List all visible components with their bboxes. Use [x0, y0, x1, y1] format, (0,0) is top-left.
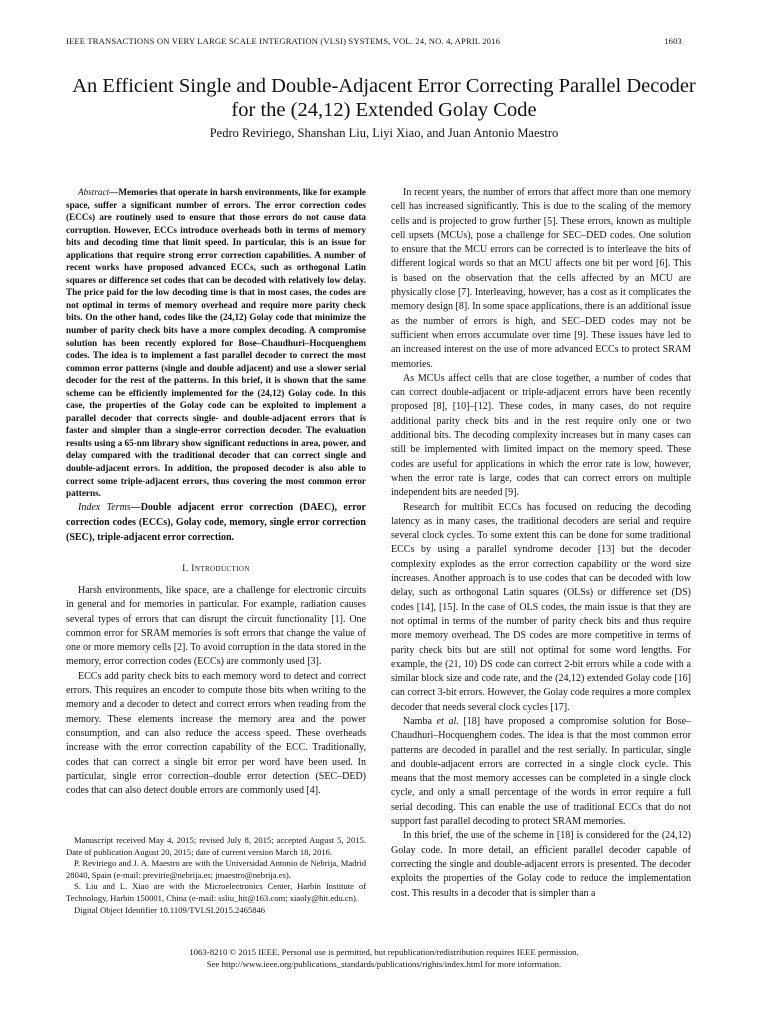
copyright-line-1: 1063-8210 © 2015 IEEE. Personal use is permitted, but republication/redistribution requires IEEE permission. [189, 947, 579, 957]
abstract-dash: — [109, 187, 119, 197]
index-terms-label: Index Terms [78, 501, 131, 513]
abstract [66, 186, 366, 500]
footnote-affiliation-2: S. Liu and L. Xiao are with the Microelectronics Center, Harbin Institute of Technology, Harbin 150001, China (e-mail: ssliu_hit@163.com; xiaoly@hit.edu.cn). [66, 881, 366, 903]
page-number: 1603 [664, 36, 682, 46]
body-paragraph-4-text: [18] have proposed a compromise solution for Bose–Chaudhuri–Hocquenghem codes. The idea is that the most common error patterns are decoded in parallel and the rest serially. In particular, single and double-adjacent errors are corrected in a single clock cycle. This means that the most memory accesses can be completed in a single clock cycle, and only a small percentage of the words in error require a full serial decoding. This can enable the use of traditional ECCs that do not support fast parallel decoding to protect SRAM memories. [391, 715, 692, 828]
et-al: et al. [436, 715, 459, 727]
footnote-manuscript: Manuscript received May 4, 2015; revised July 8, 2015; accepted August 5, 2015. Date of publication August 20, 2015; date of current version March 18, 2016. [66, 835, 366, 857]
left-column [66, 186, 366, 798]
footnote-doi: Digital Object Identifier 10.1109/TVLSI.2015.2465846 [74, 904, 266, 915]
body-paragraph-4 [391, 715, 691, 829]
copyright-notice [40, 947, 728, 970]
author-list: Pedro Reviriego, Shanshan Liu, Liyi Xiao, and Juan Antonio Maestro [209, 126, 559, 140]
title-line-2: for the (24,12) Extended Golay Code [231, 99, 537, 121]
abstract-label: Abstract [78, 187, 110, 197]
body-paragraph-3: Research for multibit ECCs has focused on reducing the decoding latency as in many cases, the traditional decoders are serial and require several clock cycles. To some extent this can be done for some traditional ECCs by using a parallel syndrome decoder [13] but the decoder complexity explodes as the error correction capability or the word size increases. Another approach is to use codes that can be decoded with low delay, such as orthogonal Latin squares (OLSs) or difference set (DS) codes [14], [15]. In the case of OLS codes, the main issue is that they are not optimal in terms of the number of parity check bits and thus require more memory overhead. The DS codes are more competitive in terms of parity check bits but are still not optimal for some word lengths. For example, the (21, 10) DS code can correct 2-bit errors while a code with a similar block size and code rate, and the (24,12) extended Golay code [16] can correct 3-bit errors. However, the Golay code requires a more complex decoder that needs several clock cycles [17]. [391, 501, 691, 713]
cited-author: Namba [403, 715, 432, 727]
journal-name: IEEE TRANSACTIONS ON VERY LARGE SCALE INTEGRATION (VLSI) SYSTEMS, VOL. 24, NO. 4, APRIL 2016 [66, 36, 501, 46]
right-column [391, 186, 691, 901]
body-paragraph-2: As MCUs affect cells that are close together, a number of codes that can correct double-adjacent or triple-adjacent errors have been recently proposed [8], [10]–[12]. These codes, in many cases, do not require additional parity check bits and in the rest require only one or two additional bits. The decoding complexity increases but in many cases can still be implemented with limited impact on the memory speed. These codes are useful for applications in which the error rate is low, however, when the error rate is large, codes that can correct errors on multiple independent bits are needed [9]. [391, 372, 691, 499]
intro-paragraph-2: ECCs add parity check bits to each memory word to detect and correct errors. This requires an encoder to compute those bits when writing to the memory and a decoder to detect and correct errors when reading from the memory. These elements increase the memory area and the power consumption, and can also reduce the access speed. These overheads increase with the error correction capability of the ECC. Traditionally, codes that can correct a single bit error per word have been used. In particular, single error correction–double error detection (SEC–DED) codes that can also detect double errors are commonly used [4]. [66, 670, 366, 797]
body-paragraph-1: In recent years, the number of errors that affect more than one memory cell has increased significantly. This is due to the scaling of the memory cells and is projected to grow further [5]. These errors, known as multiple cell upsets (MCUs), pose a challenge for SEC–DED codes. One solution to ensure that the MCU errors can be corrected is to interleave the bits of different logical words so that an MCU affects one bit per word [6]. This is based on the observation that the cells affected by an MCU are physically close [7]. Interleaving, however, has a cost as it complicates the memory design [8]. In some space applications, there is an additional issue as the number of errors is high, and SEC–DED codes may not be sufficient when errors accumulate over time [9]. These issues have led to an increased interest on the use of more advanced ECCs to protect SRAM memories. [391, 187, 691, 370]
body-paragraph-5: In this brief, the use of the scheme in [18] is considered for the (24,12) Golay code. In more detail, an efficient parallel decoder capable of correcting the single and double-adjacent errors is presented. The decoder exploits the properties of the Golay code to reduce the implementation cost. This results in a decoder that is simpler than a [391, 830, 691, 899]
title-line-1: An Efficient Single and Double-Adjacent Error Correcting Parallel Decoder [72, 75, 696, 97]
running-head [66, 36, 682, 46]
index-terms [66, 500, 366, 545]
index-terms-text: Double adjacent error correction (DAEC), error correction codes (ECCs), Golay code, memory, single error correction (SEC), triple-adjacent error correction. [66, 501, 366, 543]
abstract-text: Memories that operate in harsh environments, like for example space, suffer a significant number of errors. The error correction codes (ECCs) are routinely used to ensure that those errors do not cause data corruption. However, ECCs introduce overheads both in terms of memory bits and decoding time that limit speed. In particular, this is an issue for applications that require strong error correction capabilities. A number of recent works have proposed advanced ECCs, such as orthogonal Latin squares or difference set codes that can be decoded with relatively low delay. The price paid for the low decoding time is that in most cases, the codes are not optimal in terms of memory overhead and require more parity check bits. On the other hand, codes like the (24,12) Golay code that minimize the number of parity check bits have a more complex decoding. A compromise solution has been recently explored for Bose–Chaudhuri–Hocquenghem codes. The idea is to implement a fast parallel decoder to correct the most common error patterns (single and double adjacent) and use a slower serial decoder for the rest of the patterns. In this brief, it is shown that the same scheme can be efficiently implemented for the (24,12) Golay code. In this case, the properties of the Golay code can be exploited to implement a parallel decoder that corrects single- and double-adjacent errors that is faster and simpler than a single-error correction decoder. The evaluation results using a 65-nm library show significant reductions in area, power, and delay compared with the traditional decoder that can correct single and double-adjacent errors. In addition, the proposed decoder is also able to correct some triple-adjacent errors, thus covering the most common error patterns. [66, 187, 366, 499]
intro-paragraph-1: Harsh environments, like space, are a challenge for electronic circuits in general and for memories in particular. For example, radiation causes several types of errors that can disrupt the circuit functionality [1]. One common error for SRAM memories is soft errors that change the value of one or more memory cells [2]. To avoid corruption in the data stored in the memory, error correction codes (ECCs) are commonly used [3]. [66, 584, 366, 668]
copyright-line-2: See http://www.ieee.org/publications_standards/publications/rights/index.html for more information. [206, 958, 562, 969]
footnotes [66, 835, 366, 916]
index-terms-dash: — [130, 501, 141, 513]
footnote-affiliation-1: P. Reviriego and J. A. Maestro are with the Universidad Antonio de Nebrija, Madrid 28040, Spain (e-mail: previrie@nebrija.es; jmaestro@nebrija.es). [66, 858, 366, 880]
paper-title [40, 74, 728, 122]
section-heading-introduction: I. Introduction [182, 563, 250, 574]
